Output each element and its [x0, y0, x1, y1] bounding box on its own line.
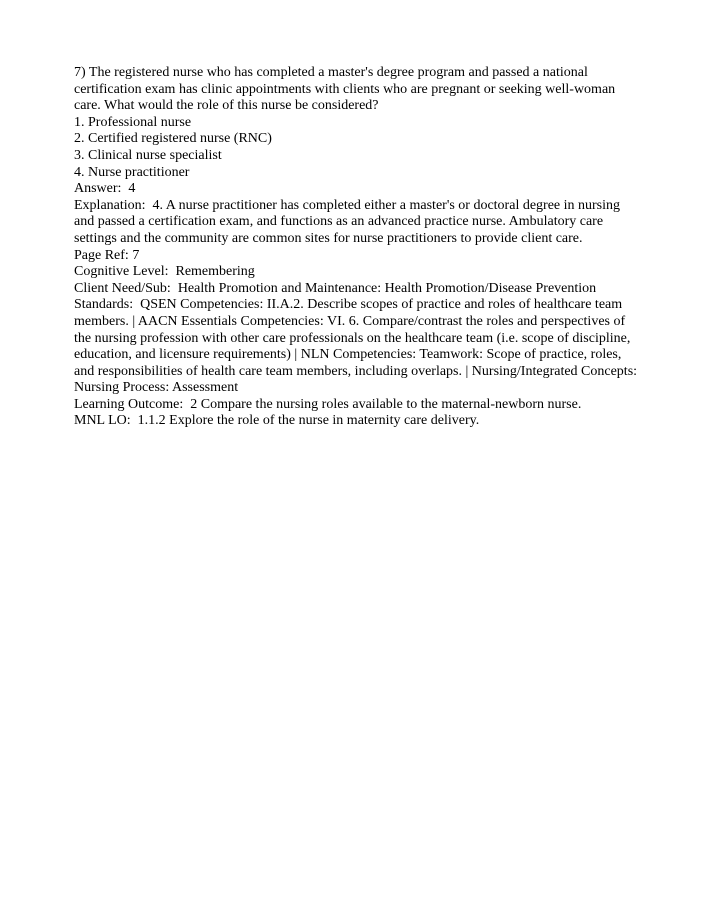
document-page [74, 65, 640, 430]
standards: Standards: QSEN Competencies: II.A.2. Describe scopes of practice and roles of healthcare team members. | AACN Essentials Competencies: VI. 6. Compare/contrast the roles and perspectives of the nursing profession with other care professionals on the healthcare team (i.e. scope of discipline, education, and licensure requirements) | NLN Competencies: Teamwork: Scope of practice, roles, and responsibilities of health care team members, including overlaps. | Nursing/Integrated Concepts: Nursing Process: Assessment [74, 297, 641, 396]
answer: Answer: 4 [74, 181, 136, 197]
question-stem: 7) The registered nurse who has completed a master's degree program and passed a national certification exam has clinic appointments with clients who are pregnant or seeking well-woman care. What would the role of this nurse be considered? [74, 65, 619, 114]
option-4: 4. Nurse practitioner [74, 164, 190, 180]
option-3: 3. Clinical nurse specialist [74, 147, 222, 163]
page-ref: Page Ref: 7 [74, 247, 140, 263]
option-2: 2. Certified registered nurse (RNC) [74, 131, 272, 147]
learning-outcome: Learning Outcome: 2 Compare the nursing roles available to the maternal-newborn nurse. [74, 396, 582, 412]
explanation: Explanation: 4. A nurse practitioner has completed either a master's or doctoral degree in nursing and passed a certification exam, and functions as an advanced practice nurse. Ambulatory care settings and the community are common sites for nurse practitioners to provide client care. [74, 197, 624, 246]
option-1: 1. Professional nurse [74, 114, 192, 130]
cognitive-level: Cognitive Level: Remembering [74, 264, 255, 280]
client-need: Client Need/Sub: Health Promotion and Maintenance: Health Promotion/Disease Prevention [74, 280, 597, 296]
mnl-lo: MNL LO: 1.1.2 Explore the role of the nurse in maternity care delivery. [74, 413, 480, 429]
